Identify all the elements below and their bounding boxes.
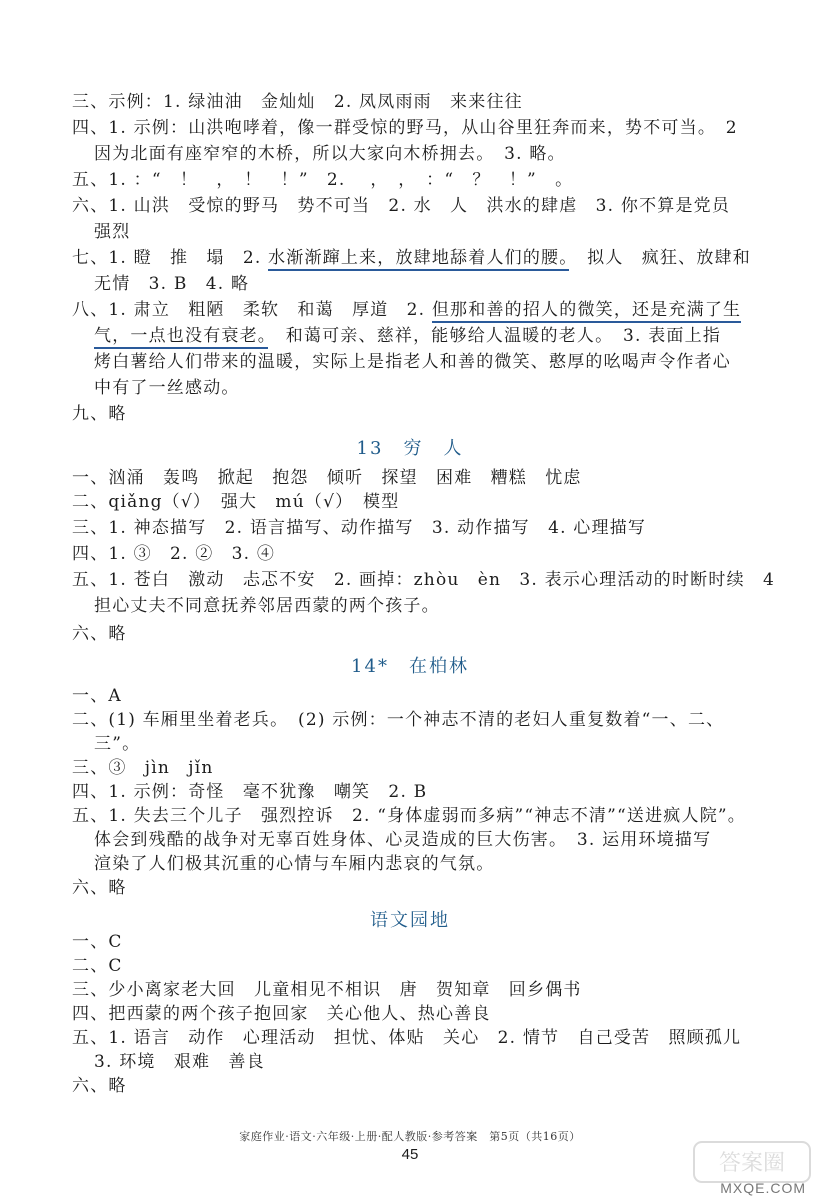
answer-line: 三、1. 神态描写 2. 语言描写、动作描写 3. 动作描写 4. 心理描写: [72, 518, 647, 538]
section-title: 语文园地: [370, 910, 450, 931]
answer-line: 四、1. 示例：山洪咆哮着，像一群受惊的野马，从山谷里狂奔而来，势不可当。 2: [72, 118, 738, 138]
answer-line: 二、qiǎng（√） 强大 mú（√） 模型: [72, 492, 400, 512]
answer-text: 八、1. 肃立 粗陋 柔软 和蔼 厚道 2.: [72, 300, 432, 320]
answer-line-7: [72, 246, 751, 270]
section-title: 14* 在柏林: [351, 656, 469, 677]
answer-line: 一、A: [72, 686, 122, 706]
answer-line: 四、1. 示例：奇怪 毫不犹豫 嘲笑 2. B: [72, 782, 428, 802]
answer-line: 无情 3. B 4. 略: [94, 274, 250, 294]
answer-line: 六、略: [72, 1076, 127, 1096]
answer-line: [94, 324, 721, 348]
answer-text: 七、1. 瞪 推 塌 2.: [72, 248, 269, 268]
answer-line-8: [72, 298, 741, 322]
answer-line: 烤白薯给人们带来的温暖，实际上是指老人和善的微笑、憨厚的吆喝声令作者心: [94, 352, 731, 372]
answer-line: 三、③ jìn jǐn: [72, 758, 214, 778]
answer-line: 五、1. 失去三个儿子 强烈控诉 2. “身体虚弱而多病”“神志不清”“送进疯人院”。: [72, 806, 746, 826]
answer-line: 五、1. 语言 动作 心理活动 担忧、体贴 关心 2. 情节 自己受苦 照顾孤儿: [72, 1028, 742, 1048]
spacer: [560, 1108, 561, 1109]
answer-line: 九、略: [72, 404, 127, 424]
answer-line: 六、略: [72, 624, 127, 644]
watermark-logo-text: 答案圈: [718, 1151, 786, 1176]
underlined-sentence: 但那和善的招人的微笑，还是充满了生: [432, 300, 741, 323]
answer-line: 三、示例：1. 绿油油 金灿灿 2. 凤凤雨雨 来来往往: [72, 92, 523, 112]
answer-line: 强烈: [94, 222, 131, 242]
answer-line: 因为北面有座窄窄的木桥，所以大家向木桥拥去。 3. 略。: [94, 144, 566, 164]
answer-line: 一、汹涌 轰鸣 掀起 抱怨 倾听 探望 困难 糟糕 忧虑: [72, 468, 582, 488]
answer-line: 体会到残酷的战争对无辜百姓身体、心灵造成的巨大伤害。 3. 运用环境描写: [94, 830, 712, 850]
answer-text: 拟人 疯狂、放肆和: [568, 248, 751, 268]
watermark-site: MXQE.COM: [720, 1180, 806, 1196]
page-footer: 家庭作业·语文·六年级·上册·配人教版·参考答案 第5页（共16页）: [239, 1130, 581, 1143]
underlined-sentence: 气，一点也没有衰老。: [94, 326, 268, 349]
answer-line: 二、C: [72, 956, 123, 976]
answer-line: 三、少小离家老大回 儿童相见不相识 唐 贺知章 回乡偶书: [72, 980, 582, 1000]
answer-line: 3. 环境 艰难 善良: [94, 1052, 265, 1072]
answer-line: 六、1. 山洪 受惊的野马 势不可当 2. 水 人 洪水的肆虐 3. 你不算是党员: [72, 196, 731, 216]
answer-line: 四、1. ③ 2. ② 3. ④: [72, 544, 276, 564]
answer-line: 三”。: [94, 734, 141, 754]
answer-line: 中有了一丝感动。: [94, 378, 240, 398]
section-title: 13 穷 人: [356, 438, 464, 459]
underlined-sentence: 水渐渐蹿上来，放肆地舔着人们的腰。: [268, 248, 569, 271]
answer-text: 和蔼可亲、慈祥，能够给人温暖的老人。 3. 表面上指: [267, 326, 722, 346]
page-number: 45: [401, 1146, 419, 1163]
answer-line: 四、把西蒙的两个孩子抱回家 关心他人、热心善良: [72, 1004, 491, 1024]
answer-line: 六、略: [72, 878, 127, 898]
answer-line: 五、1. ：“ ！ ， ！ ！” 2. ， ， ：“ ？ ！” 。: [72, 170, 574, 190]
answer-line: 担心丈夫不同意抚养邻居西蒙的两个孩子。: [94, 596, 440, 616]
answer-line: 渲染了人们极其沉重的心情与车厢内悲哀的气氛。: [94, 854, 495, 874]
answer-line: 一、C: [72, 932, 123, 952]
answer-line: 二、(1) 车厢里坐着老兵。 (2) 示例：一个神志不清的老妇人重复数着“一、二、: [72, 710, 725, 730]
answer-line: 五、1. 苍白 激动 忐忑不安 2. 画掉：zhòu èn 3. 表示心理活动的时断时续 4: [72, 570, 775, 590]
